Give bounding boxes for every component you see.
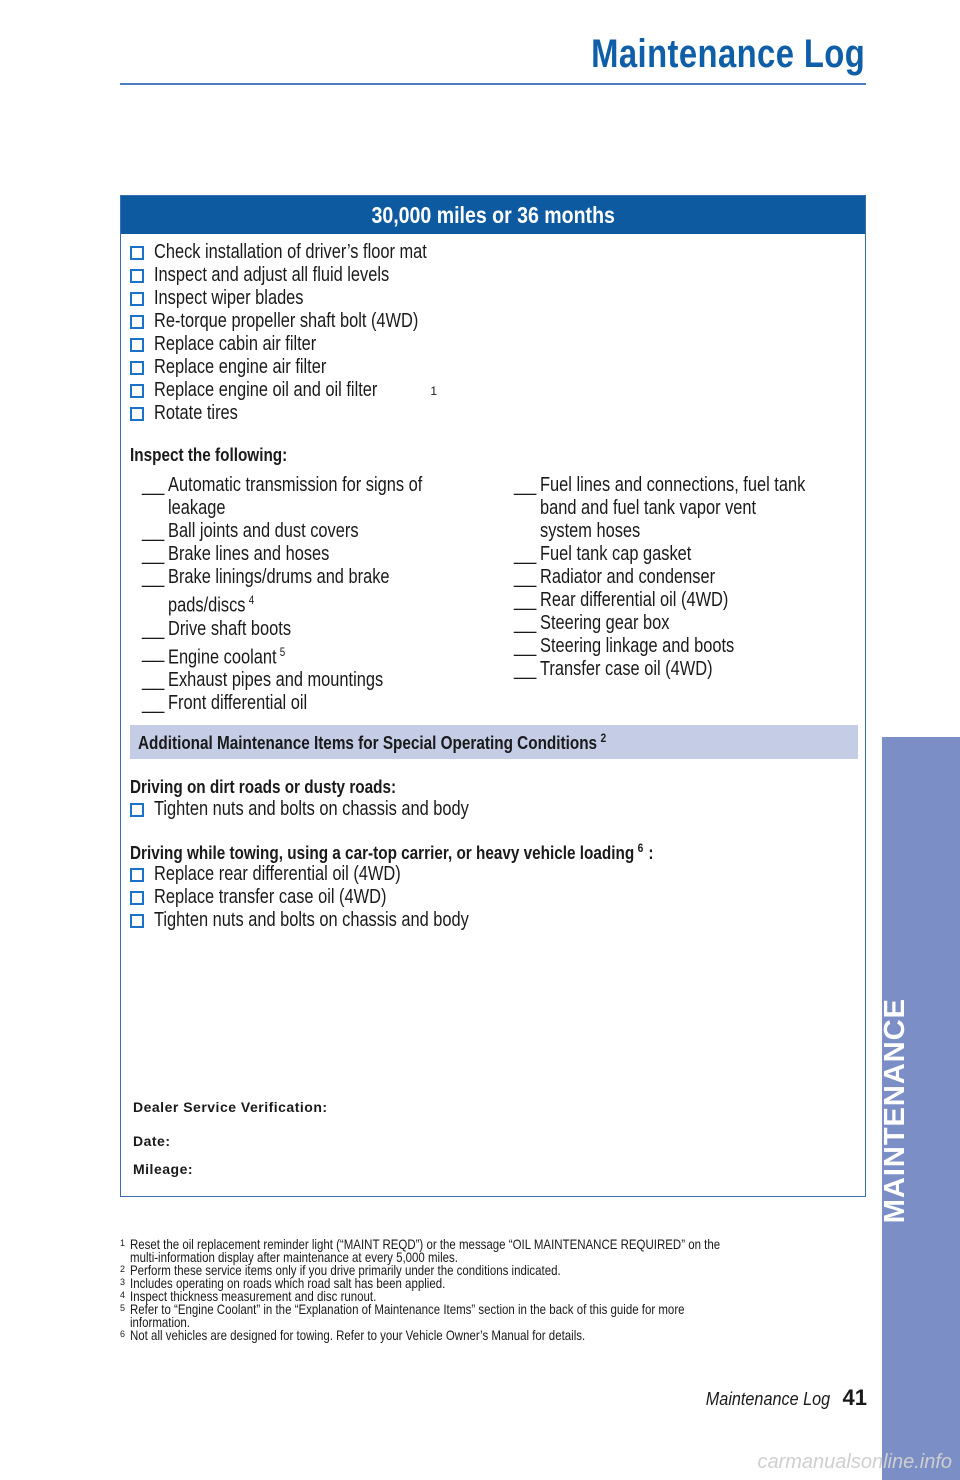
inspect-item xyxy=(514,474,864,543)
checkbox-icon[interactable] xyxy=(130,292,144,306)
footnote-text: Not all vehicles are designed for towing. Refer to your Vehicle Owner’s Manual for details. xyxy=(130,1327,586,1343)
blank-line: __ xyxy=(514,658,537,680)
footnote-number: 1 xyxy=(120,1238,126,1248)
footnote-number: 6 xyxy=(120,1329,126,1339)
blank-line: __ xyxy=(514,566,537,588)
inspect-item-text: Transfer case oil (4WD) xyxy=(540,658,713,680)
inspect-item xyxy=(142,669,492,692)
inspect-item-label xyxy=(540,543,806,566)
checklist-item-label: Rotate tires xyxy=(154,402,238,424)
checklist-item xyxy=(130,886,538,909)
checklist-item-label: Check installation of driver’s floor mat xyxy=(154,241,427,263)
inspect-item xyxy=(514,635,864,658)
inspect-item xyxy=(142,618,492,641)
checklist-item-label: Replace cabin air filter xyxy=(154,333,317,355)
page-title: Maintenance Log xyxy=(590,32,865,76)
inspect-item-text: Drive shaft boots xyxy=(168,617,292,640)
blank-line: __ xyxy=(142,640,165,663)
watermark: carmanualsonline.info xyxy=(757,1451,952,1473)
inspect-item-text: Engine coolant xyxy=(168,646,277,669)
inspect-item-text: Radiator and condenser xyxy=(540,566,716,588)
inspect-item-label xyxy=(168,543,434,566)
checkbox-icon[interactable] xyxy=(130,914,144,928)
inspect-item-label xyxy=(168,520,434,543)
checklist-item-label: Inspect and adjust all fluid levels xyxy=(154,264,390,286)
inspect-item-text: Rear differential oil (4WD) xyxy=(540,589,729,611)
footnote-text: Reset the oil replacement reminder light (“MAINT REQD”) or the message “OIL MAINTENANCE REQUIRED” on the multi-information display after maintenance at every 5,000 miles. xyxy=(130,1236,721,1265)
inspect-item-text: Fuel lines and connections, fuel tank band and fuel tank vapor vent system hoses xyxy=(540,474,806,542)
inspect-item-label xyxy=(168,641,434,670)
inspect-item-label xyxy=(540,658,806,681)
inspect-item-text: Exhaust pipes and mountings xyxy=(168,669,384,692)
inspect-item xyxy=(142,692,492,715)
schedule-header-text: 30,000 miles or 36 months xyxy=(371,202,615,228)
checkbox-icon[interactable] xyxy=(130,361,144,375)
dirt-roads-heading: Driving on dirt roads or dusty roads: xyxy=(130,777,397,797)
inspect-item-text: Front differential oil xyxy=(168,692,308,715)
inspect-item-text: Ball joints and dust covers xyxy=(168,520,359,542)
checkbox-icon[interactable] xyxy=(130,269,144,283)
checklist-item xyxy=(130,379,487,402)
inspect-item-label xyxy=(540,474,806,543)
towing-checklist xyxy=(130,863,538,932)
checklist-item xyxy=(130,333,487,356)
inspect-item-label xyxy=(168,566,434,618)
checkbox-icon[interactable] xyxy=(130,246,144,260)
footer-label: Maintenance Log xyxy=(705,1389,831,1409)
checklist-item-label: Replace engine oil and oil filter xyxy=(154,379,378,401)
checklist-item-label: Replace rear differential oil (4WD) xyxy=(154,863,401,885)
inspect-heading: Inspect the following: xyxy=(130,445,288,465)
blank-line: __ xyxy=(142,543,165,565)
special-conditions-bar xyxy=(130,725,858,759)
inspect-item-text: Automatic transmission for signs of leakage xyxy=(168,474,423,519)
checklist-item-label: Inspect wiper blades xyxy=(154,287,304,309)
inspect-item-text: Steering gear box xyxy=(540,612,670,634)
blank-line: __ xyxy=(514,589,537,611)
blank-line: __ xyxy=(142,520,165,542)
checkbox-icon[interactable] xyxy=(130,338,144,352)
footnote-text: Inspect thickness measurement and disc runout. xyxy=(130,1288,377,1304)
inspect-item xyxy=(514,543,864,566)
inspect-item-label xyxy=(168,669,434,692)
footnote-text: Includes operating on roads which road salt has been applied. xyxy=(130,1275,446,1291)
inspect-item-text: Brake lines and hoses xyxy=(168,543,330,565)
checklist-item-label: Tighten nuts and bolts on chassis and body xyxy=(154,909,469,931)
checklist-item xyxy=(130,356,487,379)
checkbox-icon[interactable] xyxy=(130,891,144,905)
blank-line: __ xyxy=(514,474,537,496)
inspect-item-label xyxy=(540,612,806,635)
inspect-item xyxy=(142,474,492,520)
footnote-number: 2 xyxy=(120,1264,126,1274)
footnote-reference: 4 xyxy=(248,593,255,607)
checklist-item xyxy=(130,863,538,886)
inspect-list-left xyxy=(142,474,492,715)
checklist-item xyxy=(130,310,487,333)
footnote xyxy=(120,1303,880,1329)
footnote-reference: 1 xyxy=(430,383,438,398)
blank-line: __ xyxy=(514,543,537,565)
checklist-item-label: Re-torque propeller shaft bolt (4WD) xyxy=(154,310,419,332)
checklist-item xyxy=(130,264,487,287)
service-checklist xyxy=(130,241,487,425)
checkbox-icon[interactable] xyxy=(130,868,144,882)
checklist-item xyxy=(130,798,538,821)
blank-line: __ xyxy=(514,612,537,634)
checkbox-icon[interactable] xyxy=(130,407,144,421)
inspect-item xyxy=(142,543,492,566)
section-side-tab-label: MAINTENANCE xyxy=(879,998,911,1224)
inspect-item-label xyxy=(168,474,434,520)
footnote-number: 5 xyxy=(120,1303,126,1313)
footnote-number: 3 xyxy=(120,1277,126,1287)
footnote-reference: 5 xyxy=(279,644,286,659)
inspect-item xyxy=(514,589,864,612)
checklist-item xyxy=(130,287,487,310)
checklist-item xyxy=(130,241,487,264)
special-conditions-heading: Additional Maintenance Items for Special Operating Conditions $^2$ xyxy=(138,731,607,753)
page-footer xyxy=(692,1385,867,1411)
blank-line: __ xyxy=(142,474,165,496)
title-divider xyxy=(120,83,866,85)
inspect-item-text: Brake linings/drums and brake pads/discs xyxy=(168,566,390,617)
checklist-item xyxy=(130,909,538,932)
page-number: 41 xyxy=(842,1385,867,1410)
towing-heading: Driving while towing, using a car-top carrier, or heavy vehicle loading $^6$ : xyxy=(130,841,654,863)
inspect-item-label xyxy=(540,566,806,589)
checklist-item xyxy=(130,402,487,425)
dirt-roads-checklist xyxy=(130,798,538,821)
inspect-item-label xyxy=(540,589,806,612)
footnote xyxy=(120,1329,880,1342)
inspect-item xyxy=(514,566,864,589)
date-label: Date: xyxy=(133,1133,171,1149)
blank-line: __ xyxy=(142,566,165,588)
inspect-item-text: Steering linkage and boots xyxy=(540,635,735,657)
inspect-item-label xyxy=(168,692,434,715)
inspect-item xyxy=(142,566,492,618)
inspect-item xyxy=(142,520,492,543)
maintenance-schedule-box xyxy=(120,195,866,1197)
checklist-item-label: Tighten nuts and bolts on chassis and body xyxy=(154,798,469,820)
inspect-list-right xyxy=(514,474,864,681)
checkbox-icon[interactable] xyxy=(130,803,144,817)
checkbox-icon[interactable] xyxy=(130,315,144,329)
inspect-item xyxy=(142,641,492,670)
footnote xyxy=(120,1238,880,1264)
footnote-text: Refer to “Engine Coolant” in the “Explanation of Maintenance Items” section in the back of this guide for more information. xyxy=(130,1301,685,1330)
inspect-item-label xyxy=(540,635,806,658)
dealer-service-verification-label: Dealer Service Verification: xyxy=(133,1099,328,1115)
footnote-number: 4 xyxy=(120,1290,126,1300)
blank-line: __ xyxy=(514,635,537,657)
inspect-item xyxy=(514,658,864,681)
footnotes xyxy=(120,1238,880,1342)
checklist-item-label: Replace transfer case oil (4WD) xyxy=(154,886,387,908)
blank-line: __ xyxy=(142,692,165,715)
mileage-label: Mileage: xyxy=(133,1161,194,1177)
inspect-item xyxy=(514,612,864,635)
blank-line: __ xyxy=(142,669,165,692)
inspect-item-label xyxy=(168,618,434,641)
footnote-text: Perform these service items only if you drive primarily under the conditions indicated. xyxy=(130,1262,561,1278)
schedule-header xyxy=(121,196,865,234)
inspect-item-text: Fuel tank cap gasket xyxy=(540,543,692,565)
blank-line: __ xyxy=(142,617,165,640)
checklist-item-label: Replace engine air filter xyxy=(154,356,327,378)
checkbox-icon[interactable] xyxy=(130,384,144,398)
